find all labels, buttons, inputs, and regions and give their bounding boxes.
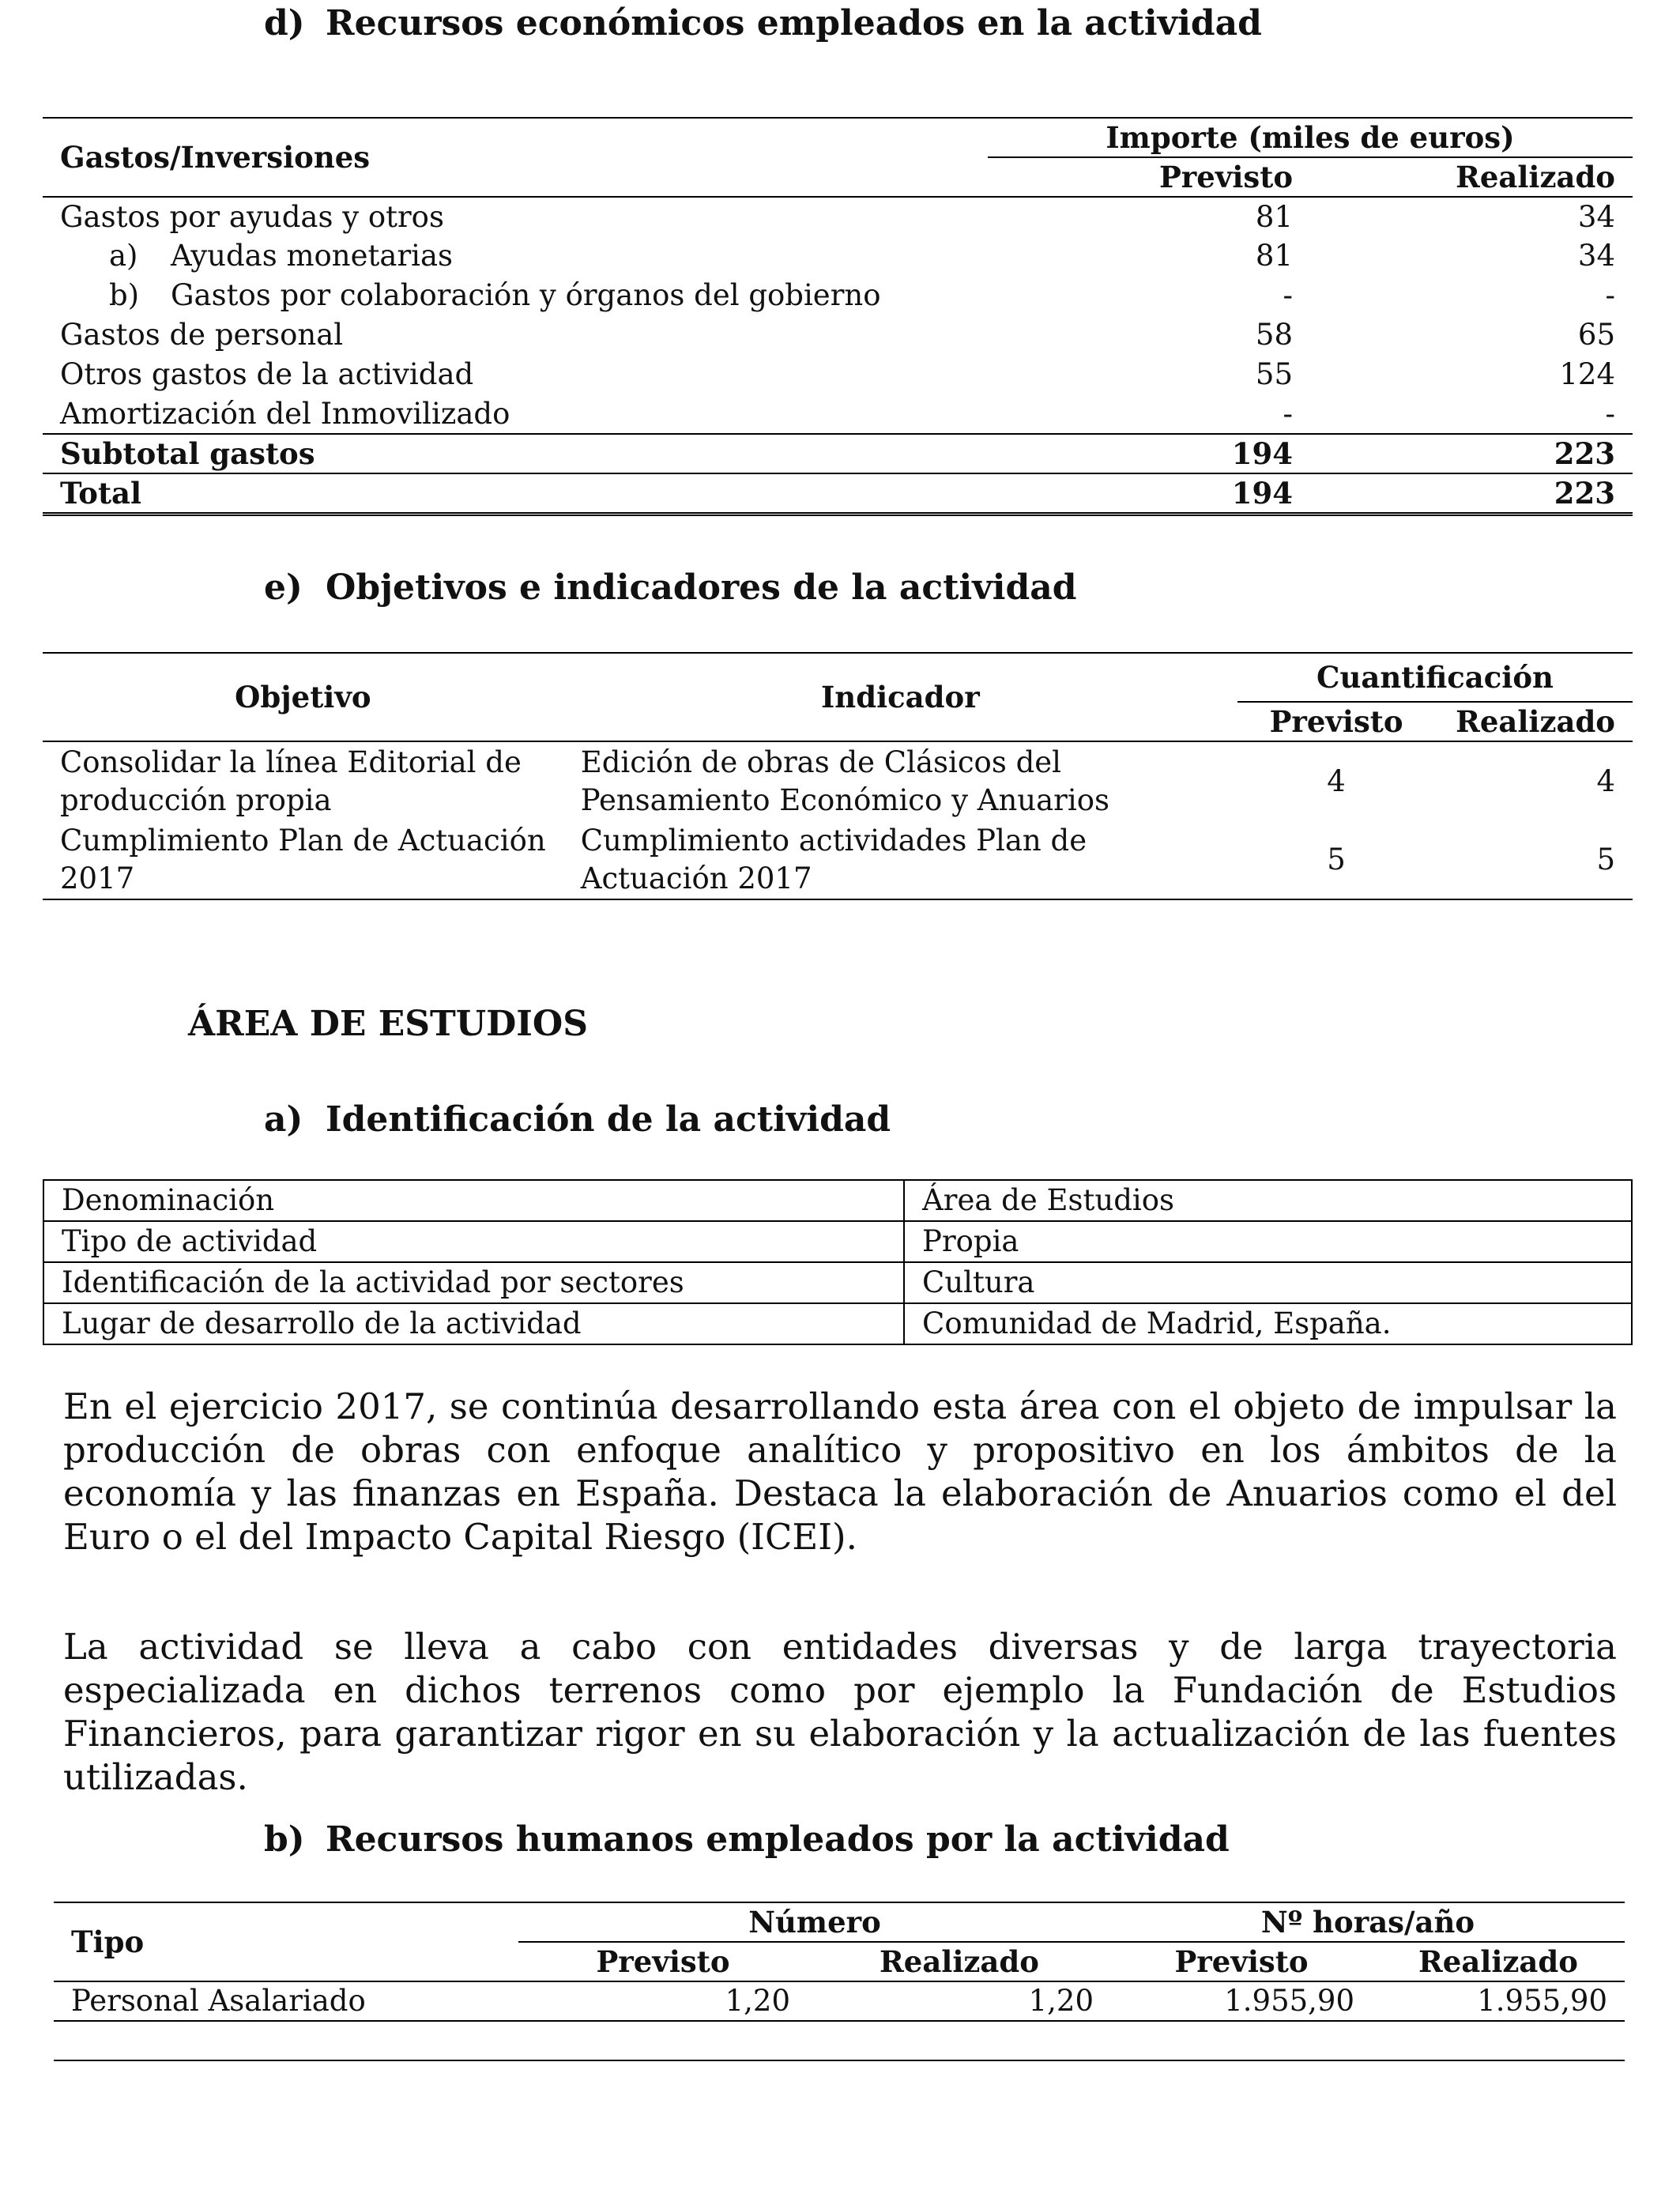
objective-cell (43, 741, 563, 820)
row-realizado: 223 (1554, 476, 1615, 511)
row-label-text: Ayudas monetarias (171, 239, 454, 273)
empty-row (54, 2021, 1625, 2060)
row-label: Total (60, 476, 142, 511)
header-horas-previsto: Previsto (1111, 1942, 1372, 1981)
header-previsto: Previsto (988, 157, 1310, 197)
indicator-line: Pensamiento Económico y Anuarios (580, 782, 1109, 817)
row-label (43, 276, 988, 315)
section-e-heading (264, 567, 1077, 609)
human-resources-table (54, 1902, 1625, 2061)
section-d-number: d) (264, 3, 305, 43)
header-importe: Importe (miles de euros) (988, 118, 1633, 157)
table-row (43, 820, 1633, 899)
field-value: Comunidad de Madrid, España. (922, 1306, 1392, 1340)
row-realizado: 4 (1596, 763, 1615, 798)
section-e-number: e) (264, 567, 303, 608)
row-previsto: - (1283, 396, 1293, 431)
header-numero: Número (518, 1902, 1111, 1942)
row-tipo: Personal Asalariado (71, 1984, 366, 2018)
row-previsto: 194 (1231, 436, 1293, 471)
objective-line: producción propia (60, 782, 332, 817)
paragraph-2: La actividad se lleva a cabo con entidades diversas y de larga trayectoria especializada en dichos terrenos como por ejemplo la Fundación de Estudios Financieros, para garantizar rigor en su elaboración y la actualización de las fuentes utilizadas. (63, 1626, 1617, 1798)
field-value: Cultura (922, 1265, 1035, 1299)
table-row (43, 197, 1633, 236)
table-row (43, 276, 1633, 315)
header-horas: Nº horas/año (1111, 1902, 1625, 1942)
row-label: Gastos por ayudas y otros (60, 199, 444, 234)
header-previsto: Previsto (1237, 702, 1435, 741)
header-realizado: Realizado (1435, 702, 1633, 741)
header-cuantificacion: Cuantificación (1237, 653, 1633, 702)
table-row (43, 1303, 1632, 1344)
table-row (54, 1981, 1625, 2021)
row-label: Subtotal gastos (60, 436, 315, 471)
row-previsto: 5 (1327, 842, 1346, 876)
section-a-number: a) (264, 1099, 303, 1140)
row-realizado: 65 (1577, 318, 1615, 352)
header-numero-realizado: Realizado (808, 1942, 1111, 1981)
total-row (43, 473, 1633, 515)
objective-cell (43, 820, 563, 899)
row-previsto: 4 (1327, 763, 1346, 798)
subtotal-row (43, 434, 1633, 473)
objective-line: 2017 (60, 861, 135, 895)
field-value: Propia (922, 1224, 1019, 1258)
header-gastos-inversiones: Gastos/Inversiones (43, 118, 988, 197)
header-tipo: Tipo (54, 1902, 518, 1981)
table-row (43, 236, 1633, 276)
field-label: Tipo de actividad (43, 1221, 904, 1262)
row-previsto: 58 (1255, 318, 1293, 352)
row-number: a) (109, 239, 138, 273)
section-b-number: b) (264, 1819, 305, 1860)
section-d-title: Recursos económicos empleados en la actividad (326, 3, 1262, 43)
field-value: Área de Estudios (922, 1183, 1174, 1217)
table-row (43, 355, 1633, 394)
row-numero-realizado: 1,20 (1028, 1984, 1094, 2018)
table-row (43, 741, 1633, 820)
row-realizado: - (1605, 278, 1615, 312)
field-label: Denominación (43, 1180, 904, 1221)
table-row (43, 1221, 1632, 1262)
row-realizado: 5 (1596, 842, 1615, 876)
indicator-line: Cumplimiento actividades Plan de (580, 823, 1087, 858)
header-indicador: Indicador (563, 653, 1237, 741)
objective-line: Cumplimiento Plan de Actuación (60, 823, 546, 858)
indicator-line: Actuación 2017 (580, 861, 812, 895)
row-previsto: 81 (1255, 239, 1293, 273)
row-realizado: 34 (1577, 199, 1615, 234)
row-label: Otros gastos de la actividad (60, 357, 474, 391)
row-realizado: 223 (1554, 436, 1615, 471)
row-label-text: Gastos por colaboración y órganos del gobierno (171, 278, 881, 312)
row-realizado: - (1605, 396, 1615, 431)
table-row (43, 394, 1633, 434)
section-d-heading (264, 3, 1262, 44)
header-objetivo: Objetivo (43, 653, 563, 741)
field-label: Identificación de la actividad por sectores (43, 1262, 904, 1303)
row-horas-previsto: 1.955,90 (1224, 1984, 1354, 2018)
header-realizado: Realizado (1310, 157, 1633, 197)
table-row (43, 1180, 1632, 1221)
section-e-title: Objetivos e indicadores de la actividad (326, 567, 1077, 608)
header-numero-previsto: Previsto (518, 1942, 808, 1981)
row-realizado: 124 (1559, 357, 1615, 391)
paragraph-1: En el ejercicio 2017, se continúa desarrollando esta área con el objeto de impulsar la producción de obras con enfoque analítico y propositivo en los ámbitos de la economía y las finanzas en España. Destaca la elaboración de Anuarios como el del Euro o el del Impacto Capital Riesgo (ICEI). (63, 1385, 1617, 1558)
row-realizado: 34 (1577, 239, 1615, 273)
section-a-title: Identificación de la actividad (326, 1099, 891, 1140)
economic-resources-table (43, 117, 1633, 516)
area-title: ÁREA DE ESTUDIOS (188, 1004, 588, 1044)
field-label: Lugar de desarrollo de la actividad (43, 1303, 904, 1344)
objectives-table (43, 652, 1633, 900)
row-previsto: 194 (1231, 476, 1293, 511)
row-label: Amortización del Inmovilizado (60, 396, 510, 431)
row-previsto: - (1283, 278, 1293, 312)
row-label: Gastos de personal (60, 318, 344, 352)
row-horas-realizado: 1.955,90 (1477, 1984, 1607, 2018)
header-horas-realizado: Realizado (1372, 1942, 1625, 1981)
row-previsto: 55 (1255, 357, 1293, 391)
section-b-title: Recursos humanos empleados por la actividad (326, 1819, 1230, 1860)
row-number: b) (109, 278, 140, 312)
objective-line: Consolidar la línea Editorial de (60, 745, 522, 779)
table-row (43, 315, 1633, 355)
identification-table (43, 1179, 1633, 1345)
row-numero-previsto: 1,20 (725, 1984, 790, 2018)
table-row (43, 1262, 1632, 1303)
indicator-line: Edición de obras de Clásicos del (580, 745, 1061, 779)
indicator-cell (563, 741, 1237, 820)
section-b-heading (264, 1819, 1230, 1860)
section-a-heading (264, 1099, 891, 1140)
row-previsto: 81 (1255, 199, 1293, 234)
indicator-cell (563, 820, 1237, 899)
row-label (43, 236, 988, 276)
